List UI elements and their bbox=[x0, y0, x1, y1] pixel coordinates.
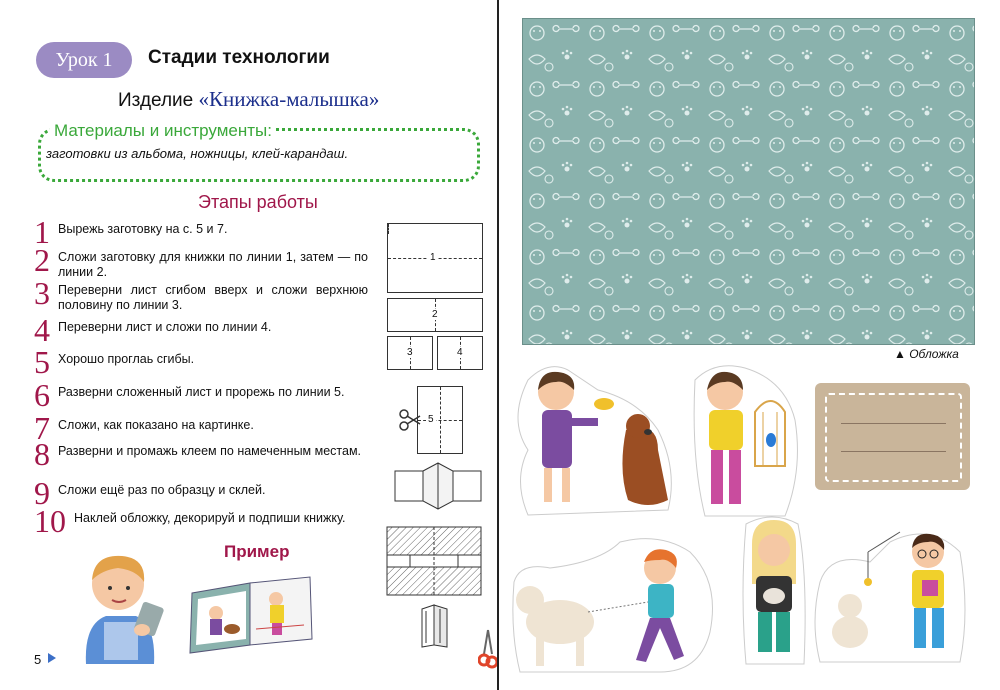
diagram-glue-areas bbox=[386, 526, 482, 596]
label-line bbox=[841, 451, 946, 452]
step-text: Наклей обложку, декорируй и подпиши книжку. bbox=[74, 511, 346, 525]
boy-with-cat-cutout bbox=[810, 522, 970, 668]
pet-pattern-decoration bbox=[523, 19, 974, 344]
step-text: Сложи, как показано на картинке. bbox=[58, 418, 254, 432]
stages-title: Этапы работы bbox=[198, 192, 318, 212]
diagram-cut-5 bbox=[417, 386, 463, 454]
step-number: 9 bbox=[34, 475, 50, 511]
materials-title: Материалы и инструменты: bbox=[50, 121, 276, 141]
page-divider bbox=[497, 0, 499, 690]
step-text: Разверни сложенный лист и прорежь по линии 5. bbox=[58, 385, 345, 399]
step-number: 10 bbox=[34, 503, 66, 539]
step-number: 6 bbox=[34, 377, 50, 413]
product-name: «Книжка-малышка» bbox=[198, 87, 380, 111]
girl-with-poodle-cutout bbox=[510, 532, 730, 674]
scissors-cut-icon bbox=[478, 628, 498, 672]
product-heading bbox=[118, 87, 379, 112]
boy-with-tablet-illustration bbox=[66, 544, 176, 668]
step-4 bbox=[34, 312, 374, 348]
girl-with-dog-cutout bbox=[508, 360, 680, 520]
step-number: 8 bbox=[34, 436, 50, 472]
fold-line-label: 3 bbox=[407, 347, 413, 358]
step-number: 5 bbox=[34, 344, 50, 380]
materials-text: заготовки из альбома, ножницы, клей-карандаш. bbox=[46, 146, 349, 161]
page-arrow-icon bbox=[48, 653, 56, 663]
step-number: 7 bbox=[34, 410, 50, 446]
step-text: Хорошо проглаь сгибы. bbox=[58, 352, 195, 366]
step-number: 4 bbox=[34, 312, 50, 348]
step-number: 2 bbox=[34, 242, 50, 278]
step-text: Вырежь заготовку на с. 5 и 7. bbox=[58, 222, 228, 236]
step-5 bbox=[34, 344, 374, 380]
diagram-fold-1 bbox=[387, 223, 483, 293]
diagram-fold-star bbox=[393, 461, 483, 511]
step-number: 3 bbox=[34, 275, 50, 311]
diagram-fold-2 bbox=[387, 298, 483, 332]
cover-pattern bbox=[522, 18, 975, 345]
boy-with-bird-cutout bbox=[685, 360, 805, 520]
step-2 bbox=[34, 242, 374, 279]
fold-line-label: 5 bbox=[428, 414, 434, 425]
step-text: Сложи заготовку для книжки по линии 1, затем — по линии 2. bbox=[58, 250, 368, 279]
mini-book-icon bbox=[420, 603, 450, 649]
label-line bbox=[841, 423, 946, 424]
step-3 bbox=[34, 275, 374, 312]
product-prefix: Изделие bbox=[118, 90, 194, 111]
diagram-fold-4 bbox=[437, 336, 483, 370]
step-9 bbox=[34, 475, 374, 511]
example-book-illustration bbox=[186, 573, 316, 657]
label-card-cutout bbox=[815, 383, 970, 490]
step-10 bbox=[34, 503, 374, 543]
step-text: Сложи ещё раз по образцу и склей. bbox=[58, 483, 266, 497]
step-number: 1 bbox=[34, 214, 50, 250]
example-title: Пример bbox=[224, 542, 290, 561]
fold-line-label: 4 bbox=[457, 347, 463, 358]
label-card-frame bbox=[825, 393, 962, 482]
step-1 bbox=[34, 214, 374, 250]
step-7 bbox=[34, 410, 374, 446]
scissors-icon bbox=[398, 408, 422, 432]
step-8 bbox=[34, 436, 374, 472]
step-text: Переверни лист и сложи по линии 4. bbox=[58, 320, 272, 334]
step-text: Переверни лист сгибом вверх и сложи верхнюю половину по линии 3. bbox=[58, 283, 368, 312]
lesson-badge: Урок 1 bbox=[36, 42, 132, 78]
lesson-title: Стадии технологии bbox=[148, 47, 330, 68]
fold-line-label: 1 bbox=[430, 252, 436, 263]
page-number: 5 bbox=[34, 652, 42, 667]
step-text: Разверни и промажь клеем по намеченным местам. bbox=[58, 444, 362, 458]
step-6 bbox=[34, 377, 374, 413]
diagram-fold-3 bbox=[387, 336, 433, 370]
cover-caption: ▲ Обложка bbox=[894, 347, 959, 361]
fold-line-label: 2 bbox=[432, 309, 438, 320]
girl-with-rabbit-cutout bbox=[738, 514, 808, 668]
left-page bbox=[0, 0, 497, 690]
